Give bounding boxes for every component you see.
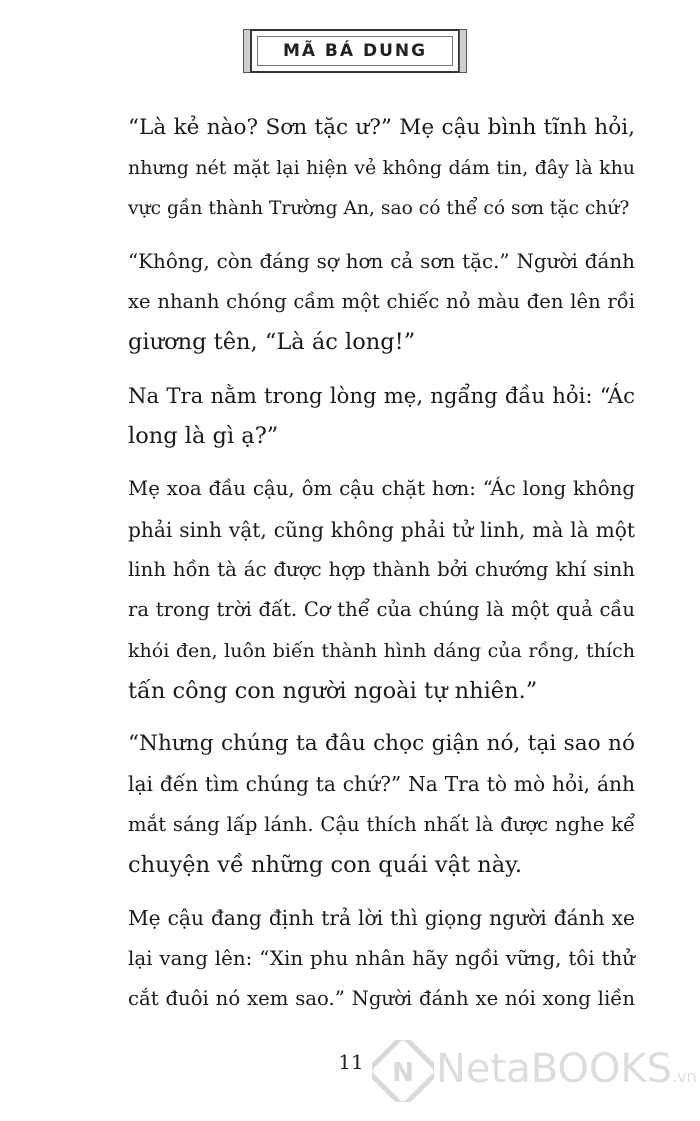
text-line: “Là kẻ nào? Sơn tặc ư?” Mẹ cậu bình tĩnh hỏi,: [128, 115, 635, 140]
paragraph-3: [128, 376, 635, 457]
text-line: ra trong trời đất. Cơ thể của chúng là một quả cầu: [128, 598, 635, 622]
page-number: 11: [338, 1050, 364, 1074]
paragraph-1: [128, 108, 635, 229]
svg-text:N: N: [392, 1058, 414, 1088]
text-line: cắt đuôi nó xem sao.” Người đánh xe nói xong liền: [128, 986, 635, 1010]
text-line: “Không, còn đáng sợ hơn cả sơn tặc.” Người đánh: [128, 249, 635, 273]
text-line: lại vang lên: “Xin phu nhân hãy ngồi vững, tôi thử: [128, 946, 635, 970]
text-line: vực gần thành Trường An, sao có thể có sơn tặc chứ?: [128, 197, 630, 219]
watermark: [372, 1040, 697, 1104]
scroll-roll-right: [459, 29, 467, 73]
paragraph-2: [128, 242, 635, 363]
text-line: mắt sáng lấp lánh. Cậu thích nhất là được nghe kể: [128, 812, 635, 836]
text-line: lại đến tìm chúng ta chứ?” Na Tra tò mò hỏi, ánh: [128, 772, 635, 797]
text-line: xe nhanh chóng cầm một chiếc nỏ màu đen lên rồi: [128, 290, 635, 314]
paragraph-6: [128, 898, 635, 1019]
header-title: MÃ BÁ DUNG: [282, 41, 428, 61]
watermark-text: [436, 1046, 697, 1092]
text-line: Mẹ cậu đang định trả lời thì giọng người đánh xe: [128, 906, 635, 931]
text-line: “Nhưng chúng ta đâu chọc giận nó, tại sao nó: [128, 731, 635, 757]
body-text: [128, 108, 635, 1032]
text-line: long là gì ạ?”: [128, 423, 279, 450]
text-line: linh hồn tà ác được hợp thành bởi chướng khí sinh: [128, 557, 635, 581]
text-line: phải sinh vật, cũng không phải tử linh, mà là một: [128, 517, 635, 542]
text-line: nhưng nét mặt lại hiện vẻ không dám tin, đây là khu: [128, 157, 635, 180]
paragraph-5: [128, 724, 635, 885]
text-line: Na Tra nằm trong lòng mẹ, ngẩng đầu hỏi: “Ác: [128, 382, 635, 408]
text-line: Mẹ xoa đầu cậu, ôm cậu chặt hơn: “Ác long không: [128, 477, 635, 501]
watermark-suffix: .vn: [672, 1067, 697, 1086]
watermark-brand: NetaBOOKS: [436, 1046, 673, 1092]
text-line: tấn công con người ngoài tự nhiên.”: [128, 677, 538, 704]
text-line: khói đen, luôn biến thành hình dáng của rồng, thích: [128, 639, 635, 662]
text-line: chuyện về những con quái vật này.: [128, 852, 523, 879]
running-header: [250, 29, 460, 73]
netabooks-logo-icon: [372, 1040, 434, 1102]
text-line: giương tên, “Là ác long!”: [128, 329, 416, 356]
paragraph-4: [128, 469, 635, 711]
